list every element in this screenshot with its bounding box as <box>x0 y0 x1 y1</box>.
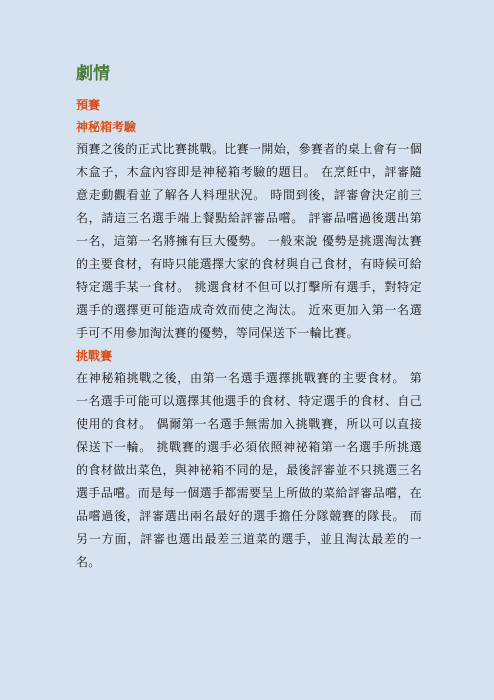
paragraph-challenge: 在神秘箱挑戰之後，由第一名選手選擇挑戰賽的主要食材。 第一名選手可能可以選擇其他選手的食材、特定選手的食材、自己使用的食材。 偶爾第一名選手無需加入挑戰賽，所以可以直接保送下一輪。 挑戰賽的選手必須依照神祕箱第一名選手所挑選的食材做出菜色，與神祕箱不同的是，最後評審並不只挑選三名選手品嚐。而是每一個選手都需要呈上所做的菜給評審品嚐，在品嚐過後，評審選出兩名最好的選手擔任分隊競賽的隊長。 而另一方面，評審也選出最差三道菜的選手，並且淘汰最差的一名。 <box>76 371 422 569</box>
section-heading-challenge: 挑戰賽 <box>76 349 113 363</box>
paragraph-mystery-box: 預賽之後的正式比賽挑戰。比賽一開始，參賽者的桌上會有一個木盒子，木盒內容即是神秘箱考驗的題目。 在烹飪中，評審隨意走動觀看並了解各人料理狀況。 時間到後，評審會決定前三名，請這三名選手端上餐點給評審品嚐。 評審品嚐過後選出第一名，這第一名將擁有巨大優勢。 一般來說 優勢是挑選淘汰賽的主要食材，有時只能選擇大家的食材與自己食材，有時候可給特定選手某一食材。 挑選食材不但可以打擊所有選手，對特定選手的選擇更可能造成奇效而使之淘汰。 近來更加入第一名選手可不用參加淘汰賽的優勢，等同保送下一輪比賽。 <box>76 142 422 340</box>
document-body <box>76 62 422 574</box>
subsection-heading-mystery-box: 神秘箱考驗 <box>76 120 137 134</box>
section-heading-prelim: 預賽 <box>76 98 101 112</box>
page-title: 劇情 <box>76 64 110 84</box>
